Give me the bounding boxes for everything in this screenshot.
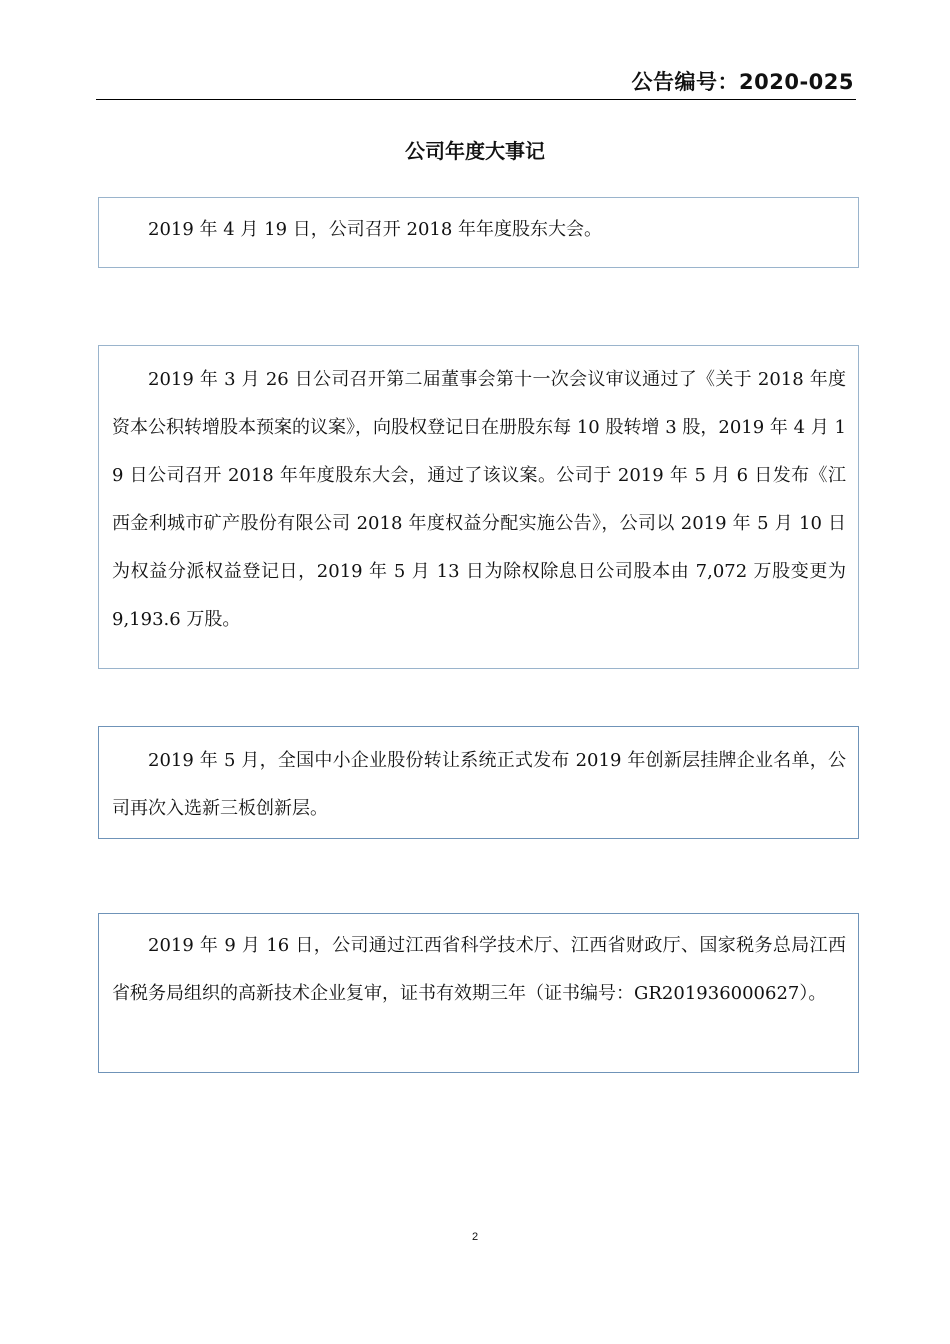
event-text-2: 2019 年 3 月 26 日公司召开第二届董事会第十一次会议审议通过了《关于 2018 年度资本公积转增股本预案的议案》，向股权登记日在册股东每 10 股转增 3 股，2019 年 4 月 19 日公司召开 2018 年年度股东大会，通过了该议案。公司于 2019 年 5 月 6 日发布《江西金利城市矿产股份有限公司 2018 年度权益分配实施公告》，公司以 2019 年 5 月 10 日为权益分派权益登记日，2019 年 5 月 13 日为除权除息日公司股本由 7,072 万股变更为 9,193.6 万股。	[112, 369, 846, 630]
event-box-4	[98, 913, 859, 1073]
event-text-1: 2019 年 4 月 19 日，公司召开 2018 年年度股东大会。	[148, 219, 603, 240]
event-text-3: 2019 年 5 月，全国中小企业股份转让系统正式发布 2019 年创新层挂牌企业名单，公司再次入选新三板创新层。	[112, 750, 846, 819]
event-box-2	[98, 345, 859, 669]
event-text-4: 2019 年 9 月 16 日，公司通过江西省科学技术厅、江西省财政厅、国家税务总局江西省税务局组织的高新技术企业复审，证书有效期三年（证书编号：GR201936000627）。	[112, 935, 846, 1004]
page-title: 公司年度大事记	[405, 139, 545, 163]
event-box-3	[98, 726, 859, 839]
announcement-number: 公告编号：2020-025	[631, 70, 854, 94]
event-box-1	[98, 197, 859, 268]
header-divider	[96, 99, 856, 100]
page-number: 2	[471, 1231, 479, 1243]
